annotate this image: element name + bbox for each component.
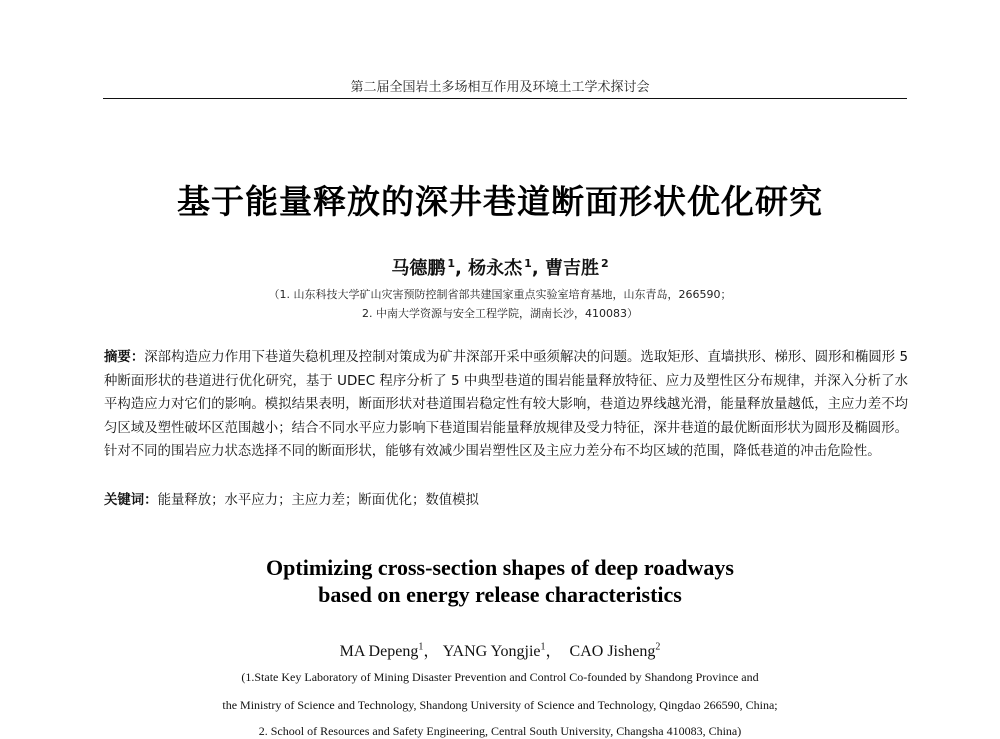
author-affiliation-mark: 1: [524, 257, 532, 270]
chinese-title: 基于能量释放的深井巷道断面形状优化研究: [177, 182, 823, 221]
english-title-line: based on energy release characteristics: [318, 582, 682, 607]
abstract-label: 摘要：: [104, 350, 145, 365]
chinese-abstract: [104, 346, 908, 464]
english-authors: [0, 638, 1000, 661]
header-rule: [103, 98, 907, 99]
author-name: MA Depeng: [339, 643, 419, 660]
english-title-line: Optimizing cross-section shapes of deep roadways: [266, 555, 734, 580]
chinese-affiliation-line: （1. 山东科技大学矿山灾害预防控制省部共建国家重点实验室培育基地，山东青岛，266590；: [268, 288, 732, 301]
english-affiliation-line: 2. School of Resources and Safety Engineering, Central South University, Changsha 410083, China): [258, 724, 742, 738]
chinese-authors: [0, 254, 1000, 280]
author-name: 杨永杰: [468, 258, 523, 279]
english-affiliation-line: the Ministry of Science and Technology, Shandong University of Science and Technology, Qingdao 266590, China;: [222, 698, 778, 712]
author-affiliation-mark: 1: [447, 257, 456, 270]
running-header: 第二届全国岩土多场相互作用及环境土工学术探讨会: [350, 80, 650, 95]
chinese-keywords: [104, 489, 908, 508]
author-name: 马德鹏: [391, 258, 446, 279]
author-affiliation-mark: 1: [418, 641, 424, 653]
author-separator: ，: [423, 643, 440, 660]
author-separator: ,: [455, 258, 462, 279]
author-separator: ，: [545, 643, 562, 660]
author-name: CAO Jisheng: [569, 643, 656, 660]
abstract-text: 深部构造应力作用下巷道失稳机理及控制对策成为矿井深部开采中亟须解决的问题。选取矩形、直墙拱形、梯形、圆形和椭圆形 5 种断面形状的巷道进行优化研究，基于 UDEC 程序分析了 5 中典型巷道的围岩能量释放特征、应力及塑性区分布规律，并深入分析了水平构造应力对它们的影响。模拟结果表明，断面形状对巷道围岩稳定性有较大影响，巷道边界线越光滑，能量释放量越低，主应力差不均匀区域及塑性破坏区范围越小；结合不同水平应力影响下巷道围岩能量释放规律及受力特征，深井巷道的最优断面形状为圆形及椭圆形。针对不同的围岩应力状态选择不同的断面形状，能够有效减少围岩塑性区及主应力差分布不均区域的范围，降低巷道的冲击危险性。: [104, 350, 908, 460]
chinese-affiliation-line: 2. 中南大学资源与安全工程学院，湖南长沙，410083）: [362, 307, 638, 320]
author-separator: ,: [531, 258, 539, 279]
english-affiliation-line: (1.State Key Laboratory of Mining Disaster Prevention and Control Co-founded by Shandong Province and: [241, 670, 759, 684]
author-name: YANG Yongjie: [442, 643, 541, 660]
author-affiliation-mark: 1: [540, 641, 546, 653]
author-affiliation-mark: 2: [655, 641, 661, 653]
author-name: 曹吉胜: [544, 258, 599, 279]
keywords-text: 能量释放；水平应力；主应力差；断面优化；数值模拟: [157, 493, 479, 508]
author-affiliation-mark: 2: [600, 257, 609, 270]
keywords-label: 关键词：: [104, 493, 158, 508]
